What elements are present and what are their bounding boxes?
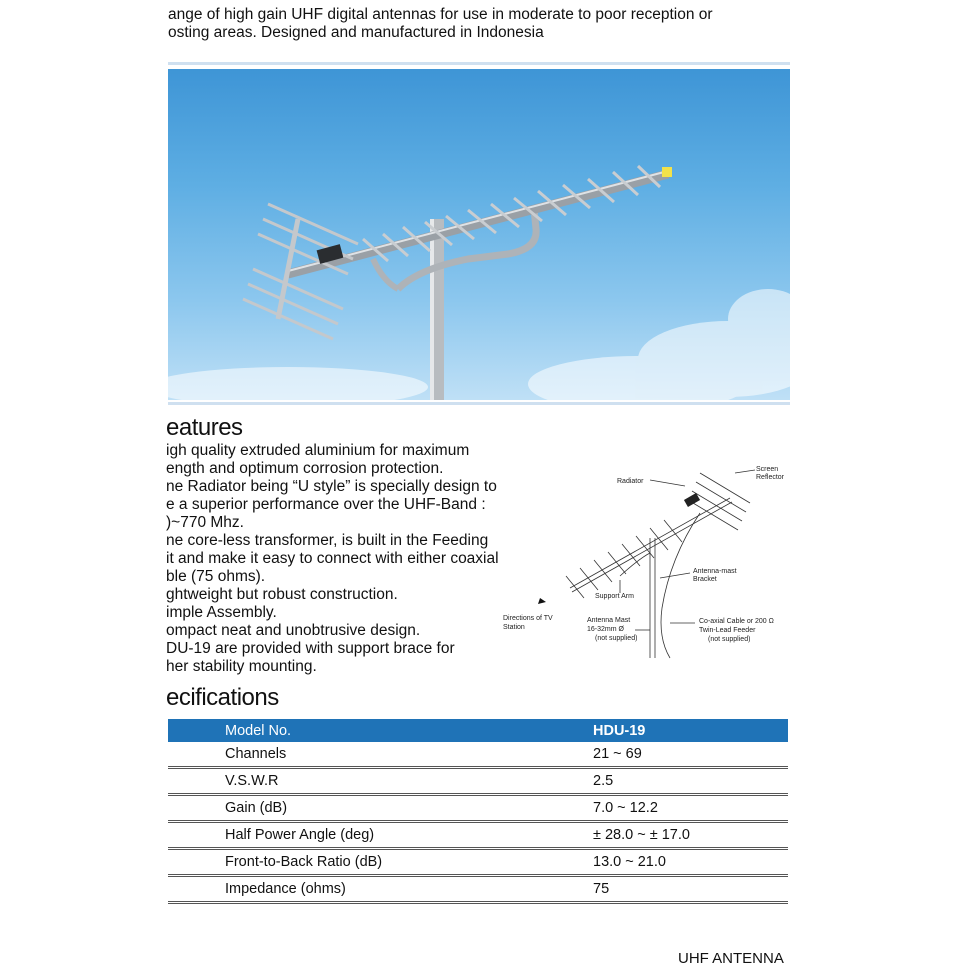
- intro-text: [168, 6, 808, 42]
- intro-line-2: osting areas. Designed and manufactured in Indonesia: [168, 24, 544, 41]
- label-mast-3: (not supplied): [595, 635, 638, 642]
- label-directions-1: Directions of TV: [503, 615, 553, 622]
- header-model-value: HDU-19: [593, 719, 788, 742]
- feature-line: her stability mounting.: [166, 658, 317, 675]
- label-directions-2: Station: [503, 624, 525, 631]
- row-param: Front-to-Back Ratio (dB): [168, 849, 593, 876]
- label-cable-2: Twin-Lead Feeder: [699, 627, 756, 634]
- feature-line: ghtweight but robust construction.: [166, 586, 398, 603]
- row-value: 2.5: [593, 768, 788, 795]
- table-row: [168, 742, 788, 768]
- feature-line: ble (75 ohms).: [166, 568, 266, 585]
- feature-line: it and make it easy to connect with either coaxial: [166, 550, 499, 567]
- specifications-table: [168, 719, 788, 904]
- features-list: [166, 442, 526, 676]
- row-param: Gain (dB): [168, 795, 593, 822]
- table-row: [168, 876, 788, 903]
- feature-line: ompact neat and unobtrusive design.: [166, 622, 421, 639]
- antenna-photo: [168, 69, 790, 400]
- header-model-label: Model No.: [168, 719, 593, 742]
- label-support-arm: Support Arm: [595, 593, 634, 600]
- end-cap: [662, 167, 672, 177]
- label-cable-3: (not supplied): [708, 636, 751, 643]
- row-value: 75: [593, 876, 788, 903]
- feature-line: imple Assembly.: [166, 604, 277, 621]
- table-row: [168, 768, 788, 795]
- label-mast-2: 16-32mm Ø: [587, 626, 624, 633]
- feature-line: )~770 Mhz.: [166, 514, 244, 531]
- table-row: [168, 849, 788, 876]
- label-screen: Screen: [756, 466, 779, 473]
- row-value: ± 28.0 ~ ± 17.0: [593, 822, 788, 849]
- antenna-photo-drawing: [168, 69, 790, 400]
- row-param: Impedance (ohms): [168, 876, 593, 903]
- features-heading: eatures: [166, 414, 243, 441]
- specifications-heading: ecifications: [166, 684, 279, 711]
- label-cable-1: Co-axial Cable or 200 Ω: [699, 618, 774, 625]
- feature-line: DU-19 are provided with support brace for: [166, 640, 455, 657]
- intro-line-1: ange of high gain UHF digital antennas for use in moderate to poor reception or: [168, 6, 713, 23]
- label-bracket-1: Antenna-mast: [693, 568, 737, 575]
- label-radiator: Radiator: [617, 478, 644, 485]
- feature-line: igh quality extruded aluminium for maximum: [166, 442, 470, 459]
- table-header-row: [168, 719, 788, 742]
- row-value: 13.0 ~ 21.0: [593, 849, 788, 876]
- label-bracket-2: Bracket: [693, 576, 717, 583]
- row-param: V.S.W.R: [168, 768, 593, 795]
- label-mast-1: Antenna Mast: [587, 617, 631, 624]
- antenna-diagram: [500, 458, 800, 664]
- table-row: [168, 822, 788, 849]
- footer-label: UHF ANTENNA: [678, 950, 784, 967]
- row-param: Half Power Angle (deg): [168, 822, 593, 849]
- label-reflector: Reflector: [756, 474, 785, 481]
- feature-line: ne core-less transformer, is built in the Feeding: [166, 532, 489, 549]
- photo-bottom-rule: [168, 402, 790, 405]
- feature-line: e a superior performance over the UHF-Band :: [166, 496, 486, 513]
- feature-line: ength and optimum corrosion protection.: [166, 460, 444, 477]
- feature-line: ne Radiator being “U style” is specially design to: [166, 478, 497, 495]
- row-value: 7.0 ~ 12.2: [593, 795, 788, 822]
- row-param: Channels: [168, 742, 593, 768]
- row-value: 21 ~ 69: [593, 742, 788, 768]
- photo-top-rule: [168, 62, 790, 65]
- table-row: [168, 795, 788, 822]
